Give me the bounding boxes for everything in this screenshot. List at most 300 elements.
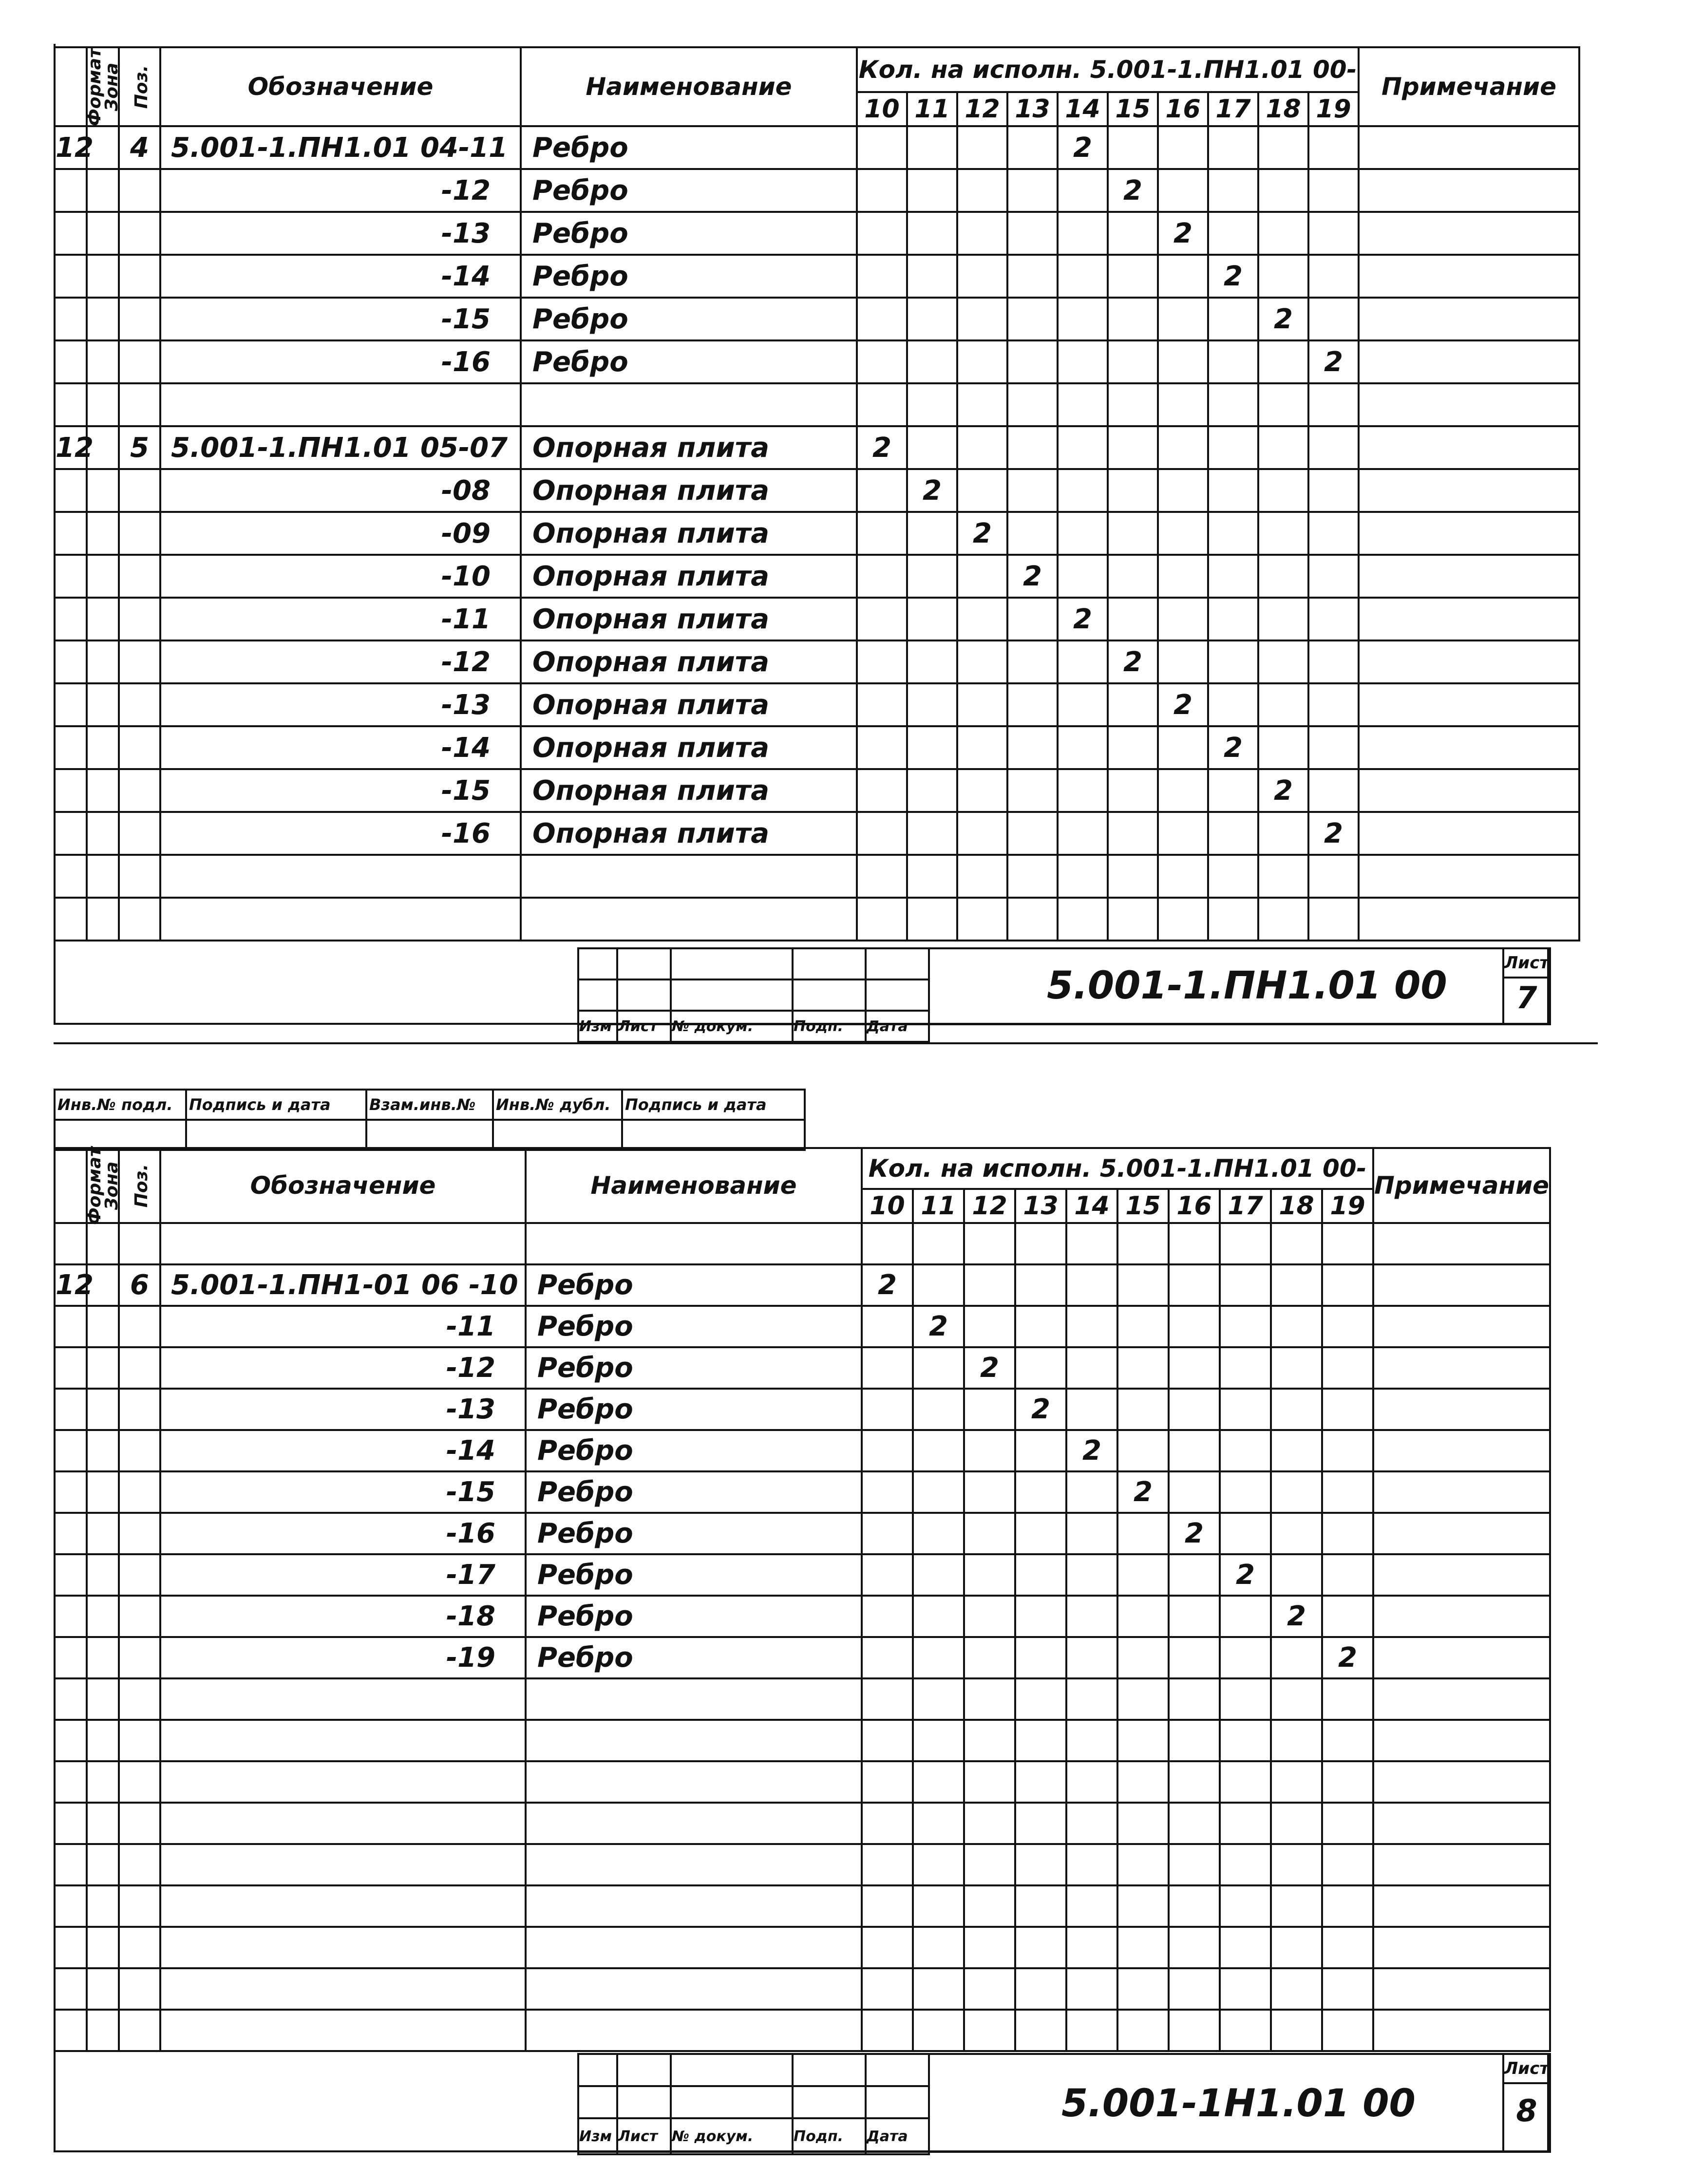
position-cell	[119, 383, 160, 426]
name-header: Наименование	[521, 47, 857, 126]
quantity-cell	[1322, 1430, 1373, 1471]
table-row	[55, 1389, 1550, 1430]
quantity-cell	[957, 555, 1007, 598]
zone-cell	[87, 1513, 119, 1554]
quantity-cell	[907, 726, 957, 769]
quantity-cell	[1015, 1761, 1066, 1803]
table-row	[55, 512, 1579, 555]
quantity-cell	[1258, 212, 1308, 255]
designation-cell: -14	[160, 255, 521, 298]
quantity-cell	[964, 1720, 1015, 1761]
format-header: Формат	[55, 47, 87, 126]
quantity-cell	[1158, 126, 1208, 169]
position-cell	[119, 1389, 160, 1430]
quantity-cell	[1271, 1761, 1322, 1803]
quantity-cell	[913, 1844, 964, 1885]
quantity-cell	[1015, 1720, 1066, 1761]
quantity-cell	[1117, 1554, 1169, 1596]
quantity-cell	[1258, 898, 1308, 941]
quantity-cell	[862, 1306, 913, 1347]
quantity-column-19: 19	[1322, 1189, 1373, 1223]
note-cell	[1373, 1968, 1550, 2010]
quantity-cell: 2	[1117, 1471, 1169, 1513]
quantity-cell	[964, 1885, 1015, 1927]
name-cell: Опорная плита	[521, 683, 857, 726]
quantity-cell	[1322, 1596, 1373, 1637]
note-cell	[1359, 469, 1579, 512]
name-cell: Ребро	[526, 1306, 862, 1347]
quantity-cell	[964, 1761, 1015, 1803]
quantity-cell	[862, 1678, 913, 1720]
sheet-number: 8	[1516, 2093, 1537, 2128]
label-list: Лист	[617, 1011, 671, 1042]
position-cell	[119, 340, 160, 383]
quantity-cell	[913, 1223, 964, 1264]
approval-stamps-strip	[54, 1089, 806, 1151]
quantity-cell	[1220, 1761, 1271, 1803]
quantity-cell	[1108, 555, 1158, 598]
quantity-cell	[964, 1968, 1015, 2010]
quantity-cell	[1258, 555, 1308, 598]
stamp-inv-duplicate: Инв.№ дубл.	[493, 1090, 622, 1120]
quantity-cell	[1117, 1306, 1169, 1347]
quantity-cell	[957, 126, 1007, 169]
quantity-cell	[1169, 1637, 1220, 1678]
quantity-cell	[857, 469, 907, 512]
quantity-cell	[1271, 1430, 1322, 1471]
name-cell: Ребро	[526, 1264, 862, 1306]
quantity-cell	[1066, 1513, 1117, 1554]
designation-cell: 5.001-1.ПН1.01 05-07	[160, 426, 521, 469]
quantity-cell	[1066, 1885, 1117, 1927]
format-cell: 12	[55, 126, 87, 169]
note-cell	[1359, 126, 1579, 169]
quantity-cell	[907, 640, 957, 683]
quantity-cell	[1007, 298, 1058, 340]
quantity-cell	[1066, 1761, 1117, 1803]
position-cell: 6	[119, 1264, 160, 1306]
title-block-sheet-8	[577, 2053, 1549, 2153]
quantity-cell	[1271, 1513, 1322, 1554]
quantity-cell	[862, 1844, 913, 1885]
format-cell	[55, 1803, 87, 1844]
table-row	[55, 1554, 1550, 1596]
quantity-cell	[1308, 512, 1359, 555]
designation-cell: -17	[160, 1554, 526, 1596]
name-cell	[526, 1927, 862, 1968]
quantity-cell	[907, 340, 957, 383]
name-cell	[526, 1761, 862, 1803]
note-cell	[1373, 1430, 1550, 1471]
quantity-cell	[1007, 126, 1058, 169]
quantity-cell: 2	[1058, 126, 1108, 169]
note-cell	[1373, 1264, 1550, 1306]
quantity-cell	[1308, 212, 1359, 255]
zone-cell	[87, 1720, 119, 1761]
quantity-cell	[907, 383, 957, 426]
quantity-cell	[1220, 1885, 1271, 1927]
quantity-cell	[1271, 1637, 1322, 1678]
table-row	[55, 898, 1579, 941]
quantity-cell	[1007, 812, 1058, 855]
quantity-cell	[1208, 812, 1258, 855]
name-cell	[526, 1968, 862, 2010]
note-cell	[1373, 1389, 1550, 1430]
quantity-cell	[1258, 169, 1308, 212]
designation-cell	[160, 1844, 526, 1885]
note-cell	[1359, 383, 1579, 426]
name-cell: Ребро	[526, 1430, 862, 1471]
table-row	[55, 383, 1579, 426]
revision-grid	[577, 947, 930, 1043]
quantity-cell	[964, 2010, 1015, 2051]
note-cell	[1373, 1678, 1550, 1720]
quantity-cell	[913, 1347, 964, 1389]
label-signature: Подп.	[793, 2118, 866, 2154]
quantity-column-15: 15	[1108, 92, 1158, 126]
quantity-cell	[1308, 769, 1359, 812]
quantity-cell	[1158, 383, 1208, 426]
quantity-cell: 2	[913, 1306, 964, 1347]
table-row	[55, 1264, 1550, 1306]
quantity-cell	[1322, 1554, 1373, 1596]
quantity-cell	[1271, 1885, 1322, 1927]
quantity-cell	[1169, 1927, 1220, 1968]
quantity-cell	[1169, 1554, 1220, 1596]
zone-cell	[87, 812, 119, 855]
quantity-cell	[913, 1761, 964, 1803]
quantity-cell	[907, 683, 957, 726]
zone-cell	[87, 1306, 119, 1347]
table-row	[55, 1471, 1550, 1513]
quantity-cell	[862, 1223, 913, 1264]
quantity-column-14: 14	[1058, 92, 1108, 126]
zone-cell	[87, 340, 119, 383]
designation-cell: -16	[160, 1513, 526, 1554]
quantity-cell	[964, 1471, 1015, 1513]
quantity-cell	[1066, 1264, 1117, 1306]
quantity-cell	[907, 126, 957, 169]
document-code: 5.001-1Н1.01 00	[1061, 2082, 1416, 2126]
quantity-cell	[957, 298, 1007, 340]
quantity-cell	[1220, 1720, 1271, 1761]
note-cell	[1373, 1223, 1550, 1264]
quantity-cell	[957, 855, 1007, 898]
quantity-column-16: 16	[1158, 92, 1208, 126]
quantity-cell	[907, 598, 957, 640]
format-cell	[55, 1927, 87, 1968]
table-row	[55, 812, 1579, 855]
quantity-cell	[862, 1720, 913, 1761]
quantity-cell	[1271, 1264, 1322, 1306]
quantity-cell	[1007, 855, 1058, 898]
format-cell: 12	[55, 426, 87, 469]
zone-cell	[87, 1927, 119, 1968]
designation-cell	[160, 1927, 526, 1968]
quantity-cell	[1271, 1927, 1322, 1968]
quantity-cell	[1322, 1927, 1373, 1968]
table-row	[55, 255, 1579, 298]
label-doc-number: № докум.	[671, 2118, 793, 2154]
position-cell	[119, 726, 160, 769]
stamp-inv-original: Инв.№ подл.	[55, 1090, 186, 1120]
quantity-cell	[862, 1968, 913, 2010]
name-cell: Опорная плита	[521, 726, 857, 769]
quantity-cell	[957, 683, 1007, 726]
position-cell	[119, 512, 160, 555]
quantity-cell	[964, 1389, 1015, 1430]
quantity-column-10: 10	[857, 92, 907, 126]
quantity-cell	[1208, 383, 1258, 426]
quantity-column-11: 11	[913, 1189, 964, 1223]
table-row	[55, 1430, 1550, 1471]
zone-cell	[87, 640, 119, 683]
format-cell	[55, 555, 87, 598]
table-row	[55, 1306, 1550, 1347]
format-cell	[55, 512, 87, 555]
designation-cell: -10	[160, 555, 521, 598]
zone-cell	[87, 1596, 119, 1637]
quantity-cell: 2	[964, 1347, 1015, 1389]
quantity-cell	[1208, 769, 1258, 812]
quantity-cell	[1169, 1389, 1220, 1430]
quantity-cell	[913, 1927, 964, 1968]
quantity-cell	[957, 426, 1007, 469]
quantity-cell	[857, 769, 907, 812]
quantity-cell	[964, 1306, 1015, 1347]
quantity-cell	[957, 726, 1007, 769]
quantity-cell	[1058, 469, 1108, 512]
format-cell	[55, 1761, 87, 1803]
format-cell	[55, 1389, 87, 1430]
designation-cell	[160, 1968, 526, 2010]
quantity-cell: 2	[1258, 298, 1308, 340]
quantity-cell	[1271, 1844, 1322, 1885]
quantity-cell	[1308, 598, 1359, 640]
position-cell	[119, 1223, 160, 1264]
quantity-cell	[1108, 898, 1158, 941]
format-cell	[55, 898, 87, 941]
quantity-cell	[1271, 1471, 1322, 1513]
quantity-cell	[1117, 1223, 1169, 1264]
quantity-cell	[1271, 1554, 1322, 1596]
name-cell	[526, 1885, 862, 1927]
quantity-cell	[1108, 855, 1158, 898]
quantity-cell	[857, 555, 907, 598]
quantity-header: Кол. на исполн. 5.001-1.ПН1.01 00-	[862, 1148, 1373, 1189]
quantity-cell	[1015, 1306, 1066, 1347]
quantity-column-15: 15	[1117, 1189, 1169, 1223]
quantity-cell: 2	[957, 512, 1007, 555]
quantity-cell: 2	[1058, 598, 1108, 640]
quantity-cell	[1271, 1720, 1322, 1761]
label-date: Дата	[866, 1011, 929, 1042]
quantity-cell	[1258, 598, 1308, 640]
quantity-cell	[862, 1347, 913, 1389]
quantity-cell	[1015, 1554, 1066, 1596]
quantity-cell	[913, 1264, 964, 1306]
table-body	[55, 1223, 1550, 2051]
quantity-cell: 2	[1220, 1554, 1271, 1596]
quantity-cell	[913, 1803, 964, 1844]
quantity-cell	[1220, 1596, 1271, 1637]
quantity-cell	[913, 1430, 964, 1471]
position-cell	[119, 1761, 160, 1803]
format-cell	[55, 298, 87, 340]
zone-cell	[87, 1389, 119, 1430]
quantity-cell	[1117, 1927, 1169, 1968]
note-cell	[1373, 1347, 1550, 1389]
designation-cell: -13	[160, 212, 521, 255]
zone-cell	[87, 1761, 119, 1803]
quantity-cell	[957, 169, 1007, 212]
quantity-cell	[1271, 1678, 1322, 1720]
quantity-cell	[1158, 512, 1208, 555]
quantity-cell	[1117, 1720, 1169, 1761]
position-cell	[119, 1554, 160, 1596]
quantity-cell	[1158, 855, 1208, 898]
quantity-cell	[1158, 640, 1208, 683]
quantity-column-12: 12	[964, 1189, 1015, 1223]
quantity-cell	[1158, 598, 1208, 640]
sheet-number: 7	[1516, 980, 1537, 1016]
name-cell: Опорная плита	[521, 598, 857, 640]
zone-cell	[87, 2010, 119, 2051]
format-cell	[55, 726, 87, 769]
quantity-cell	[1066, 1927, 1117, 1968]
quantity-cell	[1066, 1720, 1117, 1761]
quantity-cell	[1058, 855, 1108, 898]
note-cell	[1373, 1306, 1550, 1347]
name-cell: Ребро	[526, 1389, 862, 1430]
table-row	[55, 1844, 1550, 1885]
format-cell	[55, 812, 87, 855]
position-cell	[119, 1844, 160, 1885]
quantity-cell	[1169, 1720, 1220, 1761]
position-cell: 4	[119, 126, 160, 169]
quantity-cell	[1066, 1306, 1117, 1347]
note-cell	[1373, 1803, 1550, 1844]
quantity-cell	[1015, 1968, 1066, 2010]
quantity-cell	[1058, 169, 1108, 212]
note-cell	[1359, 855, 1579, 898]
note-cell	[1373, 1720, 1550, 1761]
quantity-cell	[1058, 555, 1108, 598]
quantity-cell	[907, 855, 957, 898]
stamp-signature-date: Подпись и дата	[186, 1090, 366, 1120]
quantity-cell	[1258, 426, 1308, 469]
zone-cell	[87, 855, 119, 898]
quantity-cell	[1308, 255, 1359, 298]
format-cell	[55, 1347, 87, 1389]
name-cell: Ребро	[521, 255, 857, 298]
quantity-cell	[1015, 1430, 1066, 1471]
quantity-cell	[1007, 255, 1058, 298]
quantity-cell	[1271, 1223, 1322, 1264]
designation-cell: -14	[160, 1430, 526, 1471]
quantity-cell	[1220, 1264, 1271, 1306]
quantity-cell	[1271, 2010, 1322, 2051]
quantity-cell	[1271, 1347, 1322, 1389]
name-cell: Опорная плита	[521, 469, 857, 512]
zone-cell	[87, 898, 119, 941]
name-cell: Опорная плита	[521, 812, 857, 855]
quantity-cell	[1117, 1678, 1169, 1720]
quantity-cell: 2	[1308, 340, 1359, 383]
quantity-cell	[964, 1927, 1015, 1968]
note-cell	[1359, 340, 1579, 383]
quantity-cell	[1066, 1637, 1117, 1678]
quantity-cell	[1066, 2010, 1117, 2051]
name-cell	[526, 2010, 862, 2051]
position-cell	[119, 769, 160, 812]
quantity-cell	[1015, 1844, 1066, 1885]
quantity-cell	[1058, 898, 1108, 941]
note-cell	[1373, 1554, 1550, 1596]
quantity-cell	[1058, 812, 1108, 855]
quantity-cell	[1220, 1803, 1271, 1844]
quantity-cell	[1220, 1678, 1271, 1720]
quantity-cell	[1066, 1389, 1117, 1430]
position-cell	[119, 1596, 160, 1637]
position-cell	[119, 2010, 160, 2051]
quantity-cell	[1322, 1389, 1373, 1430]
quantity-cell: 2	[1158, 212, 1208, 255]
note-cell	[1373, 1844, 1550, 1885]
quantity-cell	[907, 898, 957, 941]
quantity-cell	[1117, 1347, 1169, 1389]
zone-cell	[87, 683, 119, 726]
format-cell	[55, 1471, 87, 1513]
quantity-cell	[862, 1761, 913, 1803]
quantity-cell	[1108, 426, 1158, 469]
quantity-cell	[1169, 2010, 1220, 2051]
quantity-cell	[1007, 512, 1058, 555]
quantity-cell	[1322, 1720, 1373, 1761]
quantity-cell	[1208, 512, 1258, 555]
quantity-cell	[1015, 1927, 1066, 1968]
quantity-cell	[862, 1596, 913, 1637]
zone-cell	[87, 598, 119, 640]
quantity-cell	[964, 1844, 1015, 1885]
table-row	[55, 640, 1579, 683]
format-header: Формат	[55, 1148, 87, 1223]
table-row	[55, 212, 1579, 255]
quantity-cell	[1208, 298, 1258, 340]
format-cell	[55, 1678, 87, 1720]
quantity-cell	[1308, 640, 1359, 683]
format-cell	[55, 340, 87, 383]
document-code: 5.001-1.ПН1.01 00	[1047, 964, 1447, 1008]
note-cell	[1359, 640, 1579, 683]
quantity-cell	[1015, 1803, 1066, 1844]
quantity-cell	[1015, 1637, 1066, 1678]
quantity-cell	[1108, 298, 1158, 340]
quantity-cell	[1308, 169, 1359, 212]
quantity-cell	[1322, 1471, 1373, 1513]
zone-cell	[87, 555, 119, 598]
quantity-cell: 2	[1208, 726, 1258, 769]
quantity-cell	[1220, 1513, 1271, 1554]
quantity-column-12: 12	[957, 92, 1007, 126]
quantity-cell	[964, 1513, 1015, 1554]
sheet-label: Лист	[1504, 2055, 1549, 2084]
stamp-signature-date-2: Подпись и дата	[622, 1090, 805, 1120]
position-cell	[119, 469, 160, 512]
format-cell	[55, 1554, 87, 1596]
designation-cell: -12	[160, 640, 521, 683]
zone-cell	[87, 1885, 119, 1927]
